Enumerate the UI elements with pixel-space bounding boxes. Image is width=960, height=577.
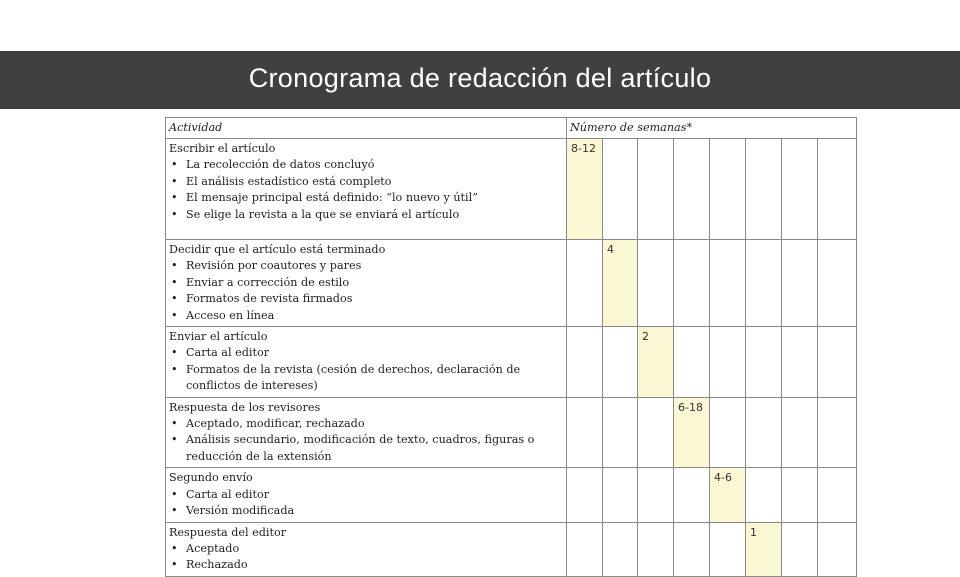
- weeks-cell-empty: [818, 139, 857, 240]
- schedule-row: [166, 468, 857, 522]
- weeks-cell-empty: [674, 139, 710, 240]
- activity-cell: [166, 522, 567, 576]
- weeks-cell-empty: [710, 240, 746, 327]
- activity-title: Segundo envío: [169, 471, 253, 485]
- weeks-cell-empty: [674, 327, 710, 398]
- activity-title: Enviar el artículo: [169, 330, 268, 344]
- schedule-row: [166, 522, 857, 576]
- bullet-item: • Carta al editor: [169, 345, 563, 361]
- weeks-cell-empty: [603, 397, 638, 468]
- weeks-cell-empty: [603, 522, 638, 576]
- schedule-body: [166, 139, 857, 577]
- weeks-cell-empty: [782, 139, 818, 240]
- weeks-cell-filled: [674, 397, 710, 468]
- weeks-cell-empty: [603, 327, 638, 398]
- weeks-cell-empty: [746, 468, 782, 522]
- weeks-cell-empty: [638, 240, 674, 327]
- weeks-cell-empty: [567, 522, 603, 576]
- weeks-cell-empty: [603, 139, 638, 240]
- weeks-cell-filled: [567, 139, 603, 240]
- weeks-cell-empty: [710, 397, 746, 468]
- bullet-item: • La recolección de datos concluyó: [169, 157, 563, 173]
- weeks-cell-empty: [782, 327, 818, 398]
- weeks-cell-empty: [603, 468, 638, 522]
- weeks-cell-empty: [638, 139, 674, 240]
- bullet-item: • El mensaje principal está definido: “lo nuevo y útil”: [169, 190, 563, 206]
- weeks-cell-empty: [567, 468, 603, 522]
- weeks-cell-empty: [782, 397, 818, 468]
- bullet-item: • El análisis estadístico está completo: [169, 174, 563, 190]
- weeks-cell-empty: [674, 240, 710, 327]
- weeks-value: 4: [607, 243, 614, 256]
- bullet-item: • Revisión por coautores y pares: [169, 258, 563, 274]
- bullet-item: • Acceso en línea: [169, 308, 563, 324]
- activity-title: Respuesta de los revisores: [169, 400, 321, 414]
- weeks-cell-empty: [818, 397, 857, 468]
- weeks-cell-empty: [567, 397, 603, 468]
- schedule-row: [166, 397, 857, 468]
- activity-cell: [166, 397, 567, 468]
- weeks-value: 6-18: [678, 400, 703, 414]
- schedule-table: [165, 117, 857, 577]
- header-activity: Actividad: [166, 118, 567, 139]
- weeks-cell-empty: [710, 522, 746, 576]
- weeks-cell-empty: [567, 327, 603, 398]
- slide-title: Cronograma de redacción del artículo: [248, 63, 712, 93]
- bullet-item: • Enviar a corrección de estilo: [169, 275, 563, 291]
- activity-bullets: [169, 487, 563, 520]
- bullet-item: • Formatos de revista firmados: [169, 291, 563, 307]
- schedule-row: [166, 240, 857, 327]
- weeks-cell-empty: [710, 327, 746, 398]
- weeks-cell-filled: [638, 327, 674, 398]
- weeks-value: 2: [642, 330, 649, 344]
- activity-bullets: [169, 541, 563, 574]
- bullet-item: • Carta al editor: [169, 487, 563, 503]
- bullet-item: • Se elige la revista a la que se enviará el artículo: [169, 207, 563, 223]
- activity-title: Decidir que el artículo está terminado: [169, 243, 386, 256]
- weeks-cell-empty: [782, 240, 818, 327]
- activity-bullets: [169, 345, 563, 394]
- weeks-cell-empty: [638, 522, 674, 576]
- bullet-item: • Análisis secundario, modificación de texto, cuadros, figuras o reducción de la extensión: [169, 432, 563, 465]
- activity-bullets: [169, 157, 563, 223]
- bullet-item: • Rechazado: [169, 557, 563, 573]
- weeks-cell-filled: [746, 522, 782, 576]
- bullet-item: • Versión modificada: [169, 503, 563, 519]
- weeks-cell-empty: [818, 522, 857, 576]
- activity-cell: [166, 240, 567, 327]
- activity-bullets: [169, 258, 563, 324]
- header-weeks: Número de semanas*: [567, 118, 857, 139]
- activity-cell: [166, 327, 567, 398]
- weeks-cell-empty: [818, 468, 857, 522]
- bullet-item: • Formatos de la revista (cesión de derechos, declaración de conflictos de intereses): [169, 362, 563, 395]
- weeks-value: 8-12: [571, 142, 596, 155]
- bullet-item: • Aceptado: [169, 541, 563, 557]
- bullet-item: • Aceptado, modificar, rechazado: [169, 416, 563, 432]
- weeks-cell-empty: [746, 139, 782, 240]
- activity-title: Respuesta del editor: [169, 525, 287, 539]
- weeks-cell-empty: [818, 327, 857, 398]
- weeks-cell-empty: [818, 240, 857, 327]
- weeks-cell-empty: [710, 139, 746, 240]
- weeks-cell-empty: [782, 468, 818, 522]
- activity-cell: [166, 139, 567, 240]
- weeks-cell-empty: [746, 327, 782, 398]
- activity-cell: [166, 468, 567, 522]
- weeks-cell-empty: [782, 522, 818, 576]
- title-bar: [0, 51, 960, 109]
- weeks-cell-empty: [567, 240, 603, 327]
- weeks-value: 4-6: [714, 471, 732, 485]
- weeks-value: 1: [750, 525, 757, 539]
- weeks-cell-empty: [674, 522, 710, 576]
- weeks-cell-empty: [746, 397, 782, 468]
- schedule-row: [166, 327, 857, 398]
- weeks-cell-empty: [746, 240, 782, 327]
- weeks-cell-filled: [603, 240, 638, 327]
- activity-bullets: [169, 416, 563, 465]
- weeks-cell-filled: [710, 468, 746, 522]
- activity-title: Escribir el artículo: [169, 142, 276, 155]
- header-row: [166, 118, 857, 139]
- weeks-cell-empty: [638, 468, 674, 522]
- schedule-row: [166, 139, 857, 240]
- weeks-cell-empty: [638, 397, 674, 468]
- weeks-cell-empty: [674, 468, 710, 522]
